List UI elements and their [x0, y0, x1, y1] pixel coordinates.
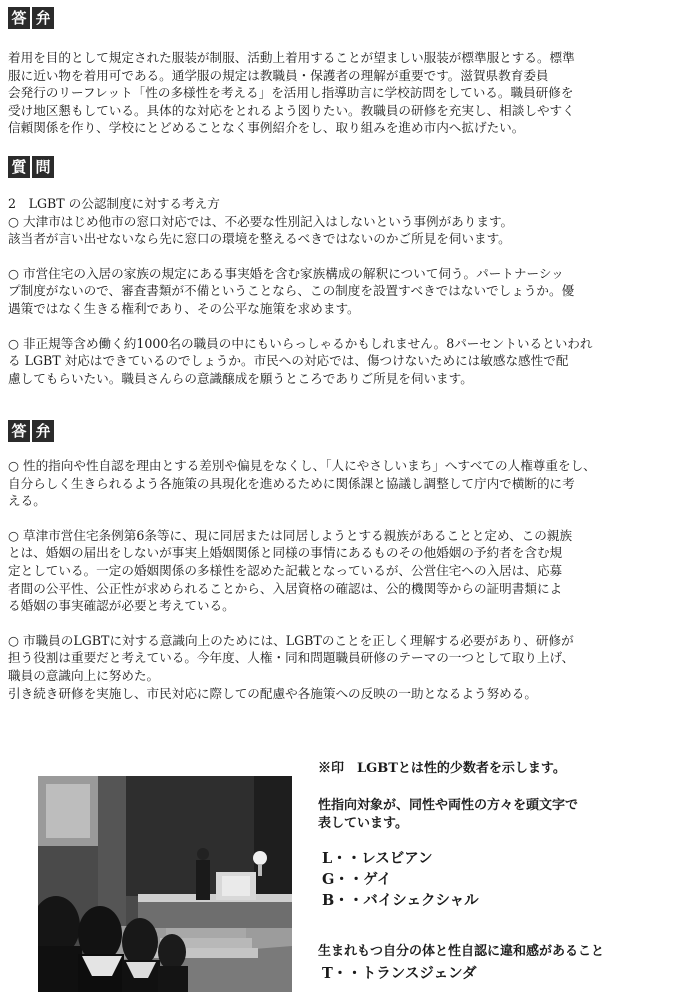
- note-description: [318, 797, 694, 833]
- note-lgbt-intro: [318, 760, 694, 778]
- lgbt-term-list: [318, 848, 698, 911]
- text-line: 遇策ではなく生きる権利であり、その公平な施策を求めます。: [8, 300, 360, 316]
- text-line: 職員の意識向上に努めた。: [8, 667, 160, 683]
- text-line: 引き続き研修を実施し、市民対応に際しての配慮や各施策への反映の一助となるよう努める。: [8, 685, 537, 701]
- text-line: 担う役割は重要だと考えている。今年度、人権・同和問題職員研修のテーマの一つとして取り上げ、: [8, 650, 575, 666]
- text-line: ○ 非正規等含め働く約1000名の職員の中にもいらっしゃるかもしれません。8パーセントいるといわれ: [8, 335, 593, 351]
- text-line: プ制度がないので、審査書類が不備ということなら、この制度を設置すべきではないでしょうか。優: [8, 283, 575, 299]
- term-l: L・・レスビアン: [322, 850, 433, 867]
- text-line: 定としている。一定の婚姻関係の多様性を認めた記載となっているが、公営住宅への入居は、応募: [8, 562, 563, 578]
- text-line: る LGBT 対応はできているのでしょうか。市民への対応では、傷つけないためには敏感な感性で配: [8, 353, 569, 369]
- answer-label-char: 弁: [32, 7, 54, 29]
- term-t: T・・トランスジェンダ: [322, 965, 477, 982]
- note-line: 性指向対象が、同性や両性の方々を頭文字で: [318, 798, 579, 813]
- text-line: 者間の公平性、公正性が求められることから、入居資格の確認は、公的機関等からの証明書類によ: [8, 580, 563, 596]
- note-transgender-desc: [318, 943, 694, 961]
- text-line: 自分らしく生きられるよう各施策の具現化を進めるために関係課と協議し調整して庁内で横断的に考: [8, 475, 575, 491]
- note-line: 表しています。: [318, 816, 408, 831]
- question-label-char: 問: [32, 156, 54, 178]
- answer-label-char: 答: [8, 420, 30, 442]
- text-line: 会発行のリーフレット「性の多様性を考える」を活用し指導助言に学校訪問をしている。職員研修を: [8, 85, 574, 101]
- note-line: 生まれもつ自分の体と性自認に違和感があること: [318, 944, 605, 959]
- question-label-char: 質: [8, 156, 30, 178]
- note-line: ※印 LGBTとは性的少数者を示します。: [318, 761, 566, 776]
- term-b: B・・バイシェクシャル: [322, 892, 479, 909]
- text-line: 着用を目的として規定された服装が制服、活動上着用することが望ましい服装が標準服とする。標準: [8, 50, 575, 65]
- text-line: 受け地区懇もしている。具体的な対応をとれるよう図りたい。教職員の研修を充実し、相談しやすく: [8, 102, 575, 118]
- text-line: ○ 性的指向や性自認を理由とする差別や偏見をなくし、「人にやさしいまち」へすべての人権尊重をし、: [8, 458, 596, 473]
- text-line: ○ 大津市はじめ他市の窓口対応では、不必要な性別記入はしないという事例があります。: [8, 213, 514, 229]
- term-g: G・・ゲイ: [322, 871, 392, 888]
- answer-label-char: 答: [8, 7, 30, 29]
- answer-2-text: [8, 457, 692, 702]
- question-text: [8, 195, 692, 387]
- text-line: 信頼関係を作り、学校にとどめることなく事例紹介をし、取り組みを進め市内へ拡げたい。: [8, 120, 525, 136]
- question-heading: 2 LGBT の公認制度に対する考え方: [8, 196, 220, 211]
- photo-illustration: [38, 776, 292, 992]
- text-line: ○ 市営住宅の入居の家族の規定にある事実婚を含む家族構成の解釈について伺う。パートナーシッ: [8, 265, 564, 281]
- term-t-wrap: [318, 963, 698, 984]
- answer-label-1: [8, 7, 54, 29]
- text-line: える。: [8, 493, 46, 509]
- text-line: ○ 草津市営住宅条例第6条等に、現に同居または同居しようとする親族があることと定め、この親族: [8, 527, 573, 543]
- answer-label-2: [8, 420, 54, 442]
- text-line: 該当者が言い出せないなら先に窓口の環境を整えるべきではないのかご所見を伺います。: [8, 231, 511, 247]
- school-ceremony-photo: [38, 776, 292, 992]
- answer-label-char: 弁: [32, 420, 54, 442]
- text-line: る婚姻の事実確認が必要と考えている。: [8, 598, 235, 614]
- text-line: 慮してもらいたい。職員さんらの意識醸成を願うところでありご所見を伺います。: [8, 370, 473, 386]
- question-label: [8, 156, 54, 178]
- answer-1-text: [8, 49, 692, 137]
- text-line: とは、婚姻の届出をしないが事実上婚姻関係と同様の事情にあるものその他婚姻の予約者を含む規: [8, 545, 563, 561]
- text-line: ○ 市職員のLGBTに対する意識向上のためには、LGBTのことを正しく理解する必要があり、研修が: [8, 632, 574, 648]
- text-line: 服に近い物を着用可である。通学服の規定は教職員・保護者の理解が重要です。滋賀県教育委員: [8, 67, 549, 83]
